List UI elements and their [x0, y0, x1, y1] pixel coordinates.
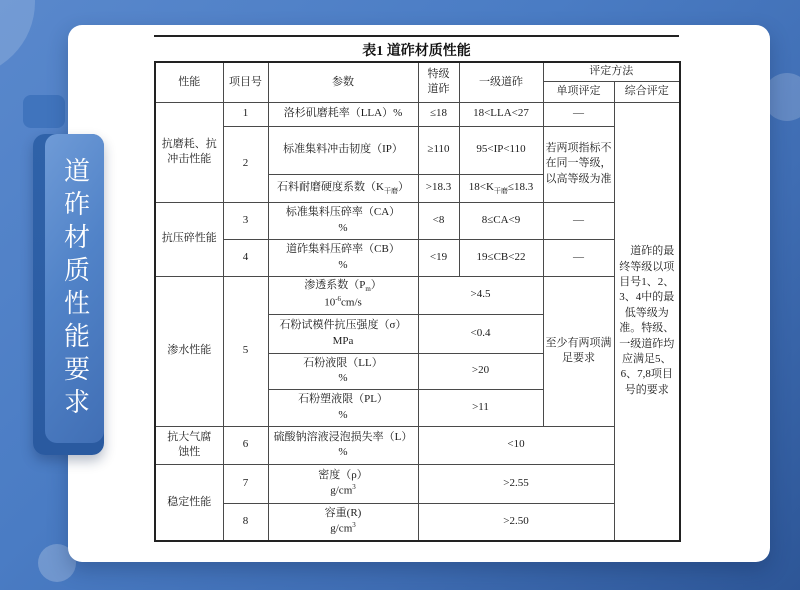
header-perf: 性能	[155, 62, 223, 102]
header-special-grade: 特级 道砟	[418, 62, 459, 102]
cell-no-3: 3	[223, 202, 268, 239]
cell-no-2: 2	[223, 126, 268, 202]
table-title: 表1 道砟材质性能	[362, 44, 471, 59]
cell-value-11: >2.55	[418, 464, 614, 503]
cell-single-1: —	[543, 102, 614, 126]
cell-value-8: >20	[418, 353, 543, 389]
cell-no-6: 6	[223, 426, 268, 464]
cell-no-7: 7	[223, 464, 268, 503]
group-wear-impact: 抗磨耗、抗 冲击性能	[155, 102, 223, 202]
cell-param-5: 道砟集料压碎率（CB） %	[268, 239, 418, 276]
cell-param-10: 硫酸钠溶液浸泡损失率（L） %	[268, 426, 418, 464]
group-crush: 抗压碎性能	[155, 202, 223, 276]
header-method: 评定方法	[543, 62, 680, 81]
cell-param-12: 容重(R) $g/cm^3$	[268, 503, 418, 541]
cell-param-4: 标准集料压碎率（CA） %	[268, 202, 418, 239]
cell-single-5-group: 至少有两项满足要求	[543, 276, 614, 426]
cell-first-2: 95<IP<110	[459, 126, 543, 174]
cell-value-7: <0.4	[418, 314, 543, 353]
cell-param-7: 石粉试模件抗压强度（σ） MPa	[268, 314, 418, 353]
cell-first-1: 18<LLA<27	[459, 102, 543, 126]
cell-param-8: 石粉液限（LL） %	[268, 353, 418, 389]
cell-param-9: 石粉塑液限（PL） %	[268, 389, 418, 426]
cell-value-6: >4.5	[418, 276, 543, 314]
cell-special-3: >18.3	[418, 174, 459, 202]
cell-param-11: 密度（ρ） $g/cm^3$	[268, 464, 418, 503]
cell-no-8: 8	[223, 503, 268, 541]
cell-first-3: $18<K_{干磨}\le 18.3$	[459, 174, 543, 202]
header-comprehensive-eval: 综合评定	[614, 81, 680, 102]
ballast-table	[154, 61, 681, 542]
document-top-rule	[154, 35, 679, 37]
header-item-no: 项目号	[223, 62, 268, 102]
cell-first-5: 19≤CB<22	[459, 239, 543, 276]
cell-special-1: ≤18	[418, 102, 459, 126]
cell-single-4: —	[543, 202, 614, 239]
header-first-grade: 一级道砟	[459, 62, 543, 102]
cell-value-9: >11	[418, 389, 543, 426]
cell-param-3: 石料耐磨硬度系数$(K_{干磨})$	[268, 174, 418, 202]
cell-value-10: <10	[418, 426, 614, 464]
group-corrosion: 抗大气腐 蚀性	[155, 426, 223, 464]
decor-rounded-square	[23, 95, 65, 128]
cell-value-12: >2.50	[418, 503, 614, 541]
header-param: 参数	[268, 62, 418, 102]
cell-special-2: ≥110	[418, 126, 459, 174]
cell-no-5: 5	[223, 276, 268, 426]
cell-param-6: 渗透系数$(P_m)$ $10^{-6}cm/s$	[268, 276, 418, 314]
cell-no-4: 4	[223, 239, 268, 276]
cell-single-2: 若两项指标不在同一等级，以高等级为准	[543, 126, 614, 202]
side-banner-title: 道砟材质性能要求	[60, 156, 90, 421]
cell-param-2: 标准集料冲击韧度（IP）	[268, 126, 418, 174]
cell-special-5: <19	[418, 239, 459, 276]
decor-circle-top-left	[0, 0, 35, 77]
cell-special-4: <8	[418, 202, 459, 239]
header-single-eval: 单项评定	[543, 81, 614, 102]
group-permeability: 渗水性能	[155, 276, 223, 426]
cell-single-5: —	[543, 239, 614, 276]
cell-param-1: 洛杉矶磨耗率（LLA）%	[268, 102, 418, 126]
cell-first-4: 8≤CA<9	[459, 202, 543, 239]
group-stability: 稳定性能	[155, 464, 223, 541]
cell-comprehensive-note: 道砟的最终等级以项目号1、2、3、4中的最低等级为准。特级、一级道砟均应满足5、6、7,8项目号的要求	[614, 102, 680, 541]
side-banner	[45, 134, 104, 443]
cell-no-1: 1	[223, 102, 268, 126]
